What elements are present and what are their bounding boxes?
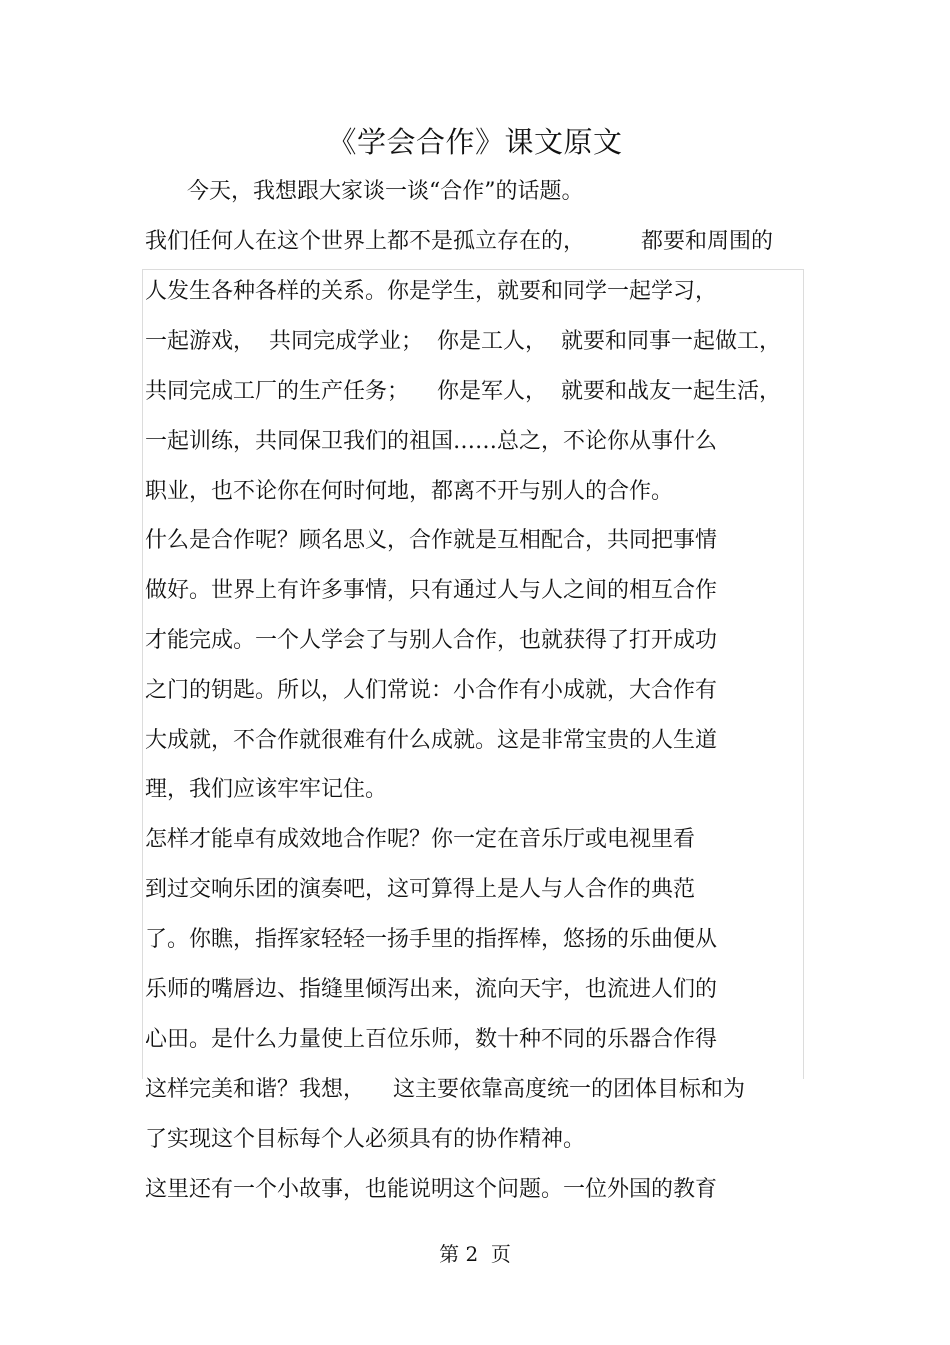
text-line: 了。你瞧，指挥家轻轻一扬手里的指挥棒，悠扬的乐曲便从 — [145, 927, 718, 952]
text-line: 大成就，不合作就很难有什么成就。这是非常宝贵的人生道 — [145, 728, 718, 753]
frame-border-left — [142, 269, 143, 1079]
text-line: 做好。世界上有许多事情，只有通过人与人之间的相互合作 — [145, 578, 718, 603]
text-line: 才能完成。一个人学会了与别人合作，也就获得了打开成功 — [145, 628, 718, 653]
text-line: 乐师的嘴唇边、指缝里倾泻出来，流向天宇，也流进人们的 — [145, 977, 718, 1002]
document-title: 《学会合作》课文原文 — [327, 125, 623, 159]
text-line: 之门的钥匙。所以，人们常说：小合作有小成就，大合作有 — [145, 678, 718, 703]
text-line: 这里还有一个小故事，也能说明这个问题。一位外国的教育 — [145, 1177, 718, 1202]
text-line: 人发生各种各样的关系。你是学生，就要和同学一起学习， — [145, 279, 718, 304]
text-line: 怎样才能卓有成效地合作呢？你一定在音乐厅或电视里看 — [145, 827, 696, 852]
text-line: 一起游戏， 共同完成学业； 你是工人， 就要和同事一起做工， — [145, 329, 781, 354]
text-line: 一起训练，共同保卫我们的祖国……总之，不论你从事什么 — [145, 429, 718, 454]
text-line: 什么是合作呢？顾名思义，合作就是互相配合，共同把事情 — [145, 528, 718, 553]
text-line: 到过交响乐团的演奏吧，这可算得上是人与人合作的典范 — [145, 877, 696, 902]
frame-border-top — [142, 269, 804, 270]
page-number: 第 2 页 — [439, 1242, 511, 1266]
text-line: 这样完美和谐？我想， 这主要依靠高度统一的团体目标和为 — [145, 1077, 745, 1102]
text-line: 今天，我想跟大家谈一谈“合作”的话题。 — [145, 179, 584, 204]
text-line: 共同完成工厂的生产任务； 你是军人， 就要和战友一起生活， — [145, 379, 781, 404]
text-line: 心田。是什么力量使上百位乐师，数十种不同的乐器合作得 — [145, 1027, 718, 1052]
text-line: 了实现这个目标每个人必须具有的协作精神。 — [145, 1127, 586, 1152]
text-line: 职业，也不论你在何时何地，都离不开与别人的合作。 — [145, 479, 674, 504]
text-line: 理，我们应该牢牢记住。 — [145, 777, 388, 802]
frame-border-right — [803, 269, 804, 1079]
text-line: 我们任何人在这个世界上都不是孤立存在的， 都要和周围的 — [145, 229, 773, 254]
